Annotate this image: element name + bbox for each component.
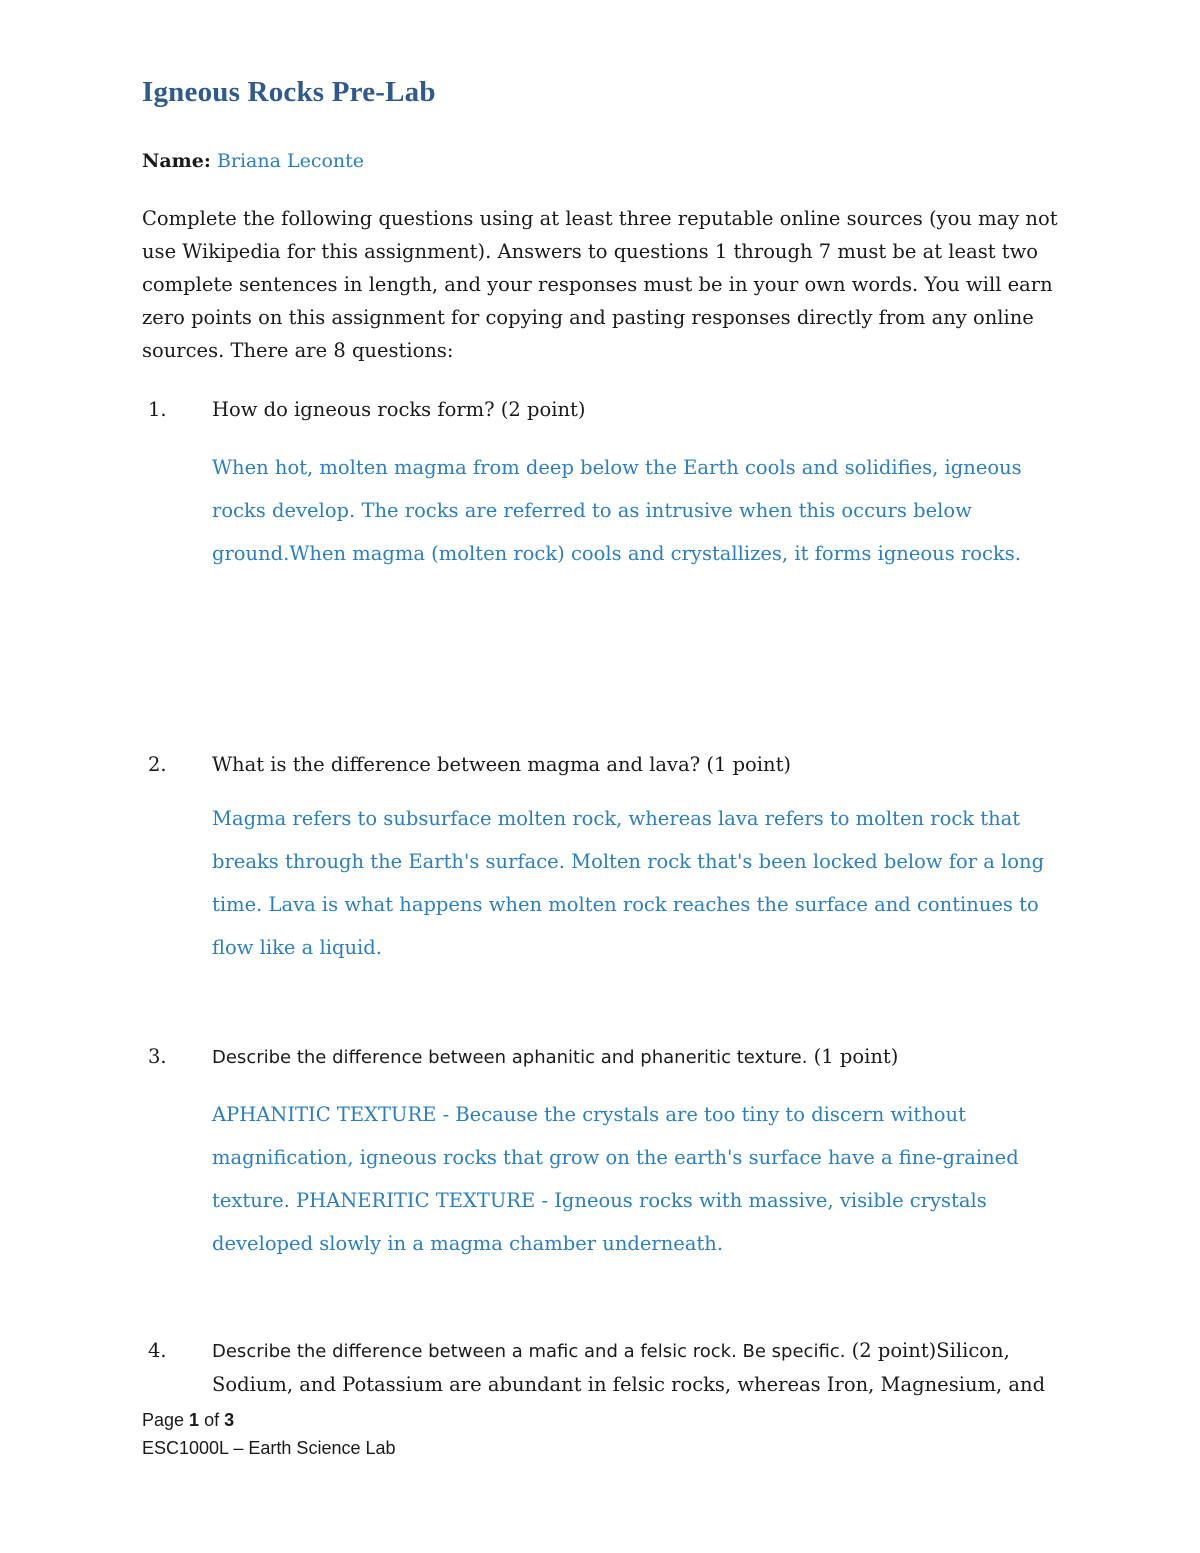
question-number: 1. xyxy=(148,398,167,421)
question-text: Describe the difference between aphanitic and phaneritic texture. xyxy=(212,1047,808,1068)
question-text: What is the difference between magma and lava? (1 point) xyxy=(212,753,792,776)
student-name: Briana Leconte xyxy=(216,150,365,172)
answer-2: Magma refers to subsurface molten rock, whereas lava refers to molten rock that breaks through the Earth's surface. Molten rock that's been locked below for a long time. Lava is what happens when molten rock reaches the surface and continues to flow like a liquid. xyxy=(212,807,1045,959)
question-number: 4. xyxy=(148,1339,167,1362)
question-points: (1 point) xyxy=(807,1045,899,1068)
question-4 xyxy=(142,1334,1062,1401)
question-1 xyxy=(142,393,1062,426)
question-text: How do igneous rocks form? (2 point) xyxy=(212,398,586,421)
page-prefix: Page xyxy=(142,1410,190,1430)
answer-3: APHANITIC TEXTURE - Because the crystals are too tiny to discern without magnification, igneous rocks that grow on the earth's surface have a fine-grained texture. PHANERITIC TEXTURE - Igneous rocks with massive, visible crystals developed slowly in a magma chamber underneath. xyxy=(212,1103,1019,1255)
course-footer: ESC1000L – Earth Science Lab xyxy=(142,1438,396,1458)
question-points: (2 point)Silicon, Sodium, and Potassium are abundant in felsic rocks, whereas Iron, Magnesium, and xyxy=(212,1339,1046,1396)
question-2 xyxy=(142,748,1062,781)
question-number: 3. xyxy=(148,1045,167,1068)
page-number xyxy=(142,1410,234,1431)
page-total: 3 xyxy=(224,1410,235,1430)
answer-1: When hot, molten magma from deep below the Earth cools and solidifies, igneous rocks develop. The rocks are referred to as intrusive when this occurs below ground.When magma (molten rock) cools and crystallizes, it forms igneous rocks. xyxy=(212,456,1022,565)
question-number: 2. xyxy=(148,753,167,776)
page-of: of xyxy=(199,1410,225,1430)
name-label: Name: xyxy=(142,150,211,172)
name-line xyxy=(142,150,364,172)
question-text: Describe the difference between a mafic and a felsic rock. Be specific. xyxy=(212,1341,846,1362)
page-title: Igneous Rocks Pre-Lab xyxy=(142,76,436,108)
page-current: 1 xyxy=(189,1410,200,1430)
question-3 xyxy=(142,1040,1062,1074)
instructions-paragraph: Complete the following questions using at least three reputable online sources (you may not use Wikipedia for this assignment). Answers to questions 1 through 7 must be at least two complete sentences in length, and your responses must be in your own words. You will earn zero points on this assignment for copying and pasting responses directly from any online sources. There are 8 questions: xyxy=(142,207,1058,362)
